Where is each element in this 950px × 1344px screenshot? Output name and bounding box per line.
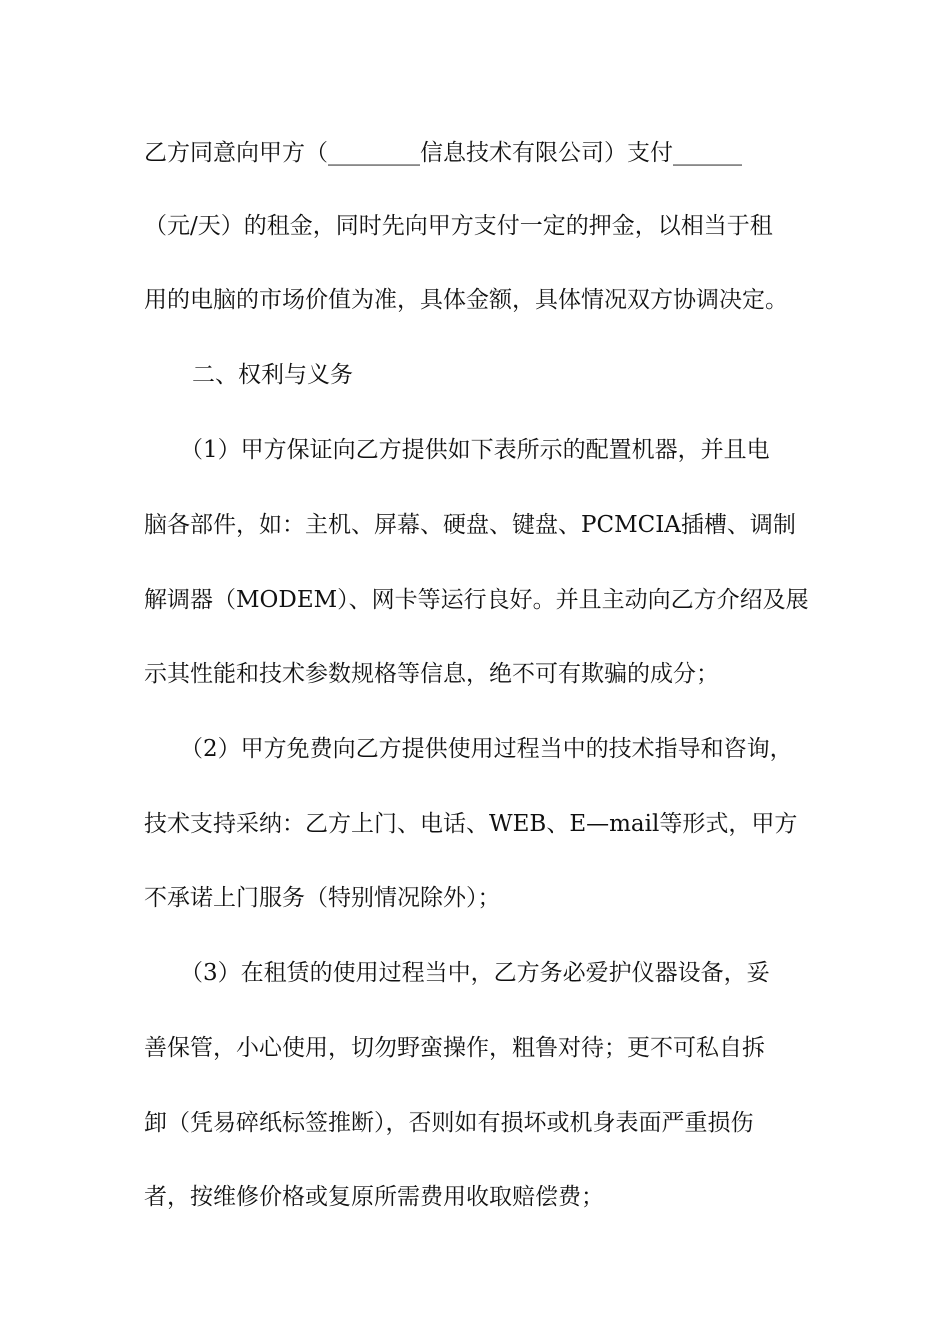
paragraph-line: 者，按维修价格或复原所需费用收取赔偿费； (144, 1184, 604, 1210)
paragraph-line: 技术支持采纳：乙方上门、电话、WEB、E—mail等形式，甲方 (144, 811, 798, 837)
paragraph-line: 乙方同意向甲方（________信息技术有限公司）支付______ (144, 140, 742, 166)
paragraph-line: 善保管，小心使用，切勿野蛮操作，粗鲁对待；更不可私自拆 (144, 1035, 765, 1061)
paragraph-line: （1）甲方保证向乙方提供如下表所示的配置机器，并且电 (180, 437, 770, 463)
section-heading: 二、权利与义务 (192, 362, 353, 388)
paragraph-line: （3）在租赁的使用过程当中，乙方务必爱护仪器设备，妥 (180, 960, 770, 986)
paragraph-line: 用的电脑的市场价值为准，具体金额，具体情况双方协调决定。 (144, 287, 788, 313)
paragraph-line: 卸（凭易碎纸标签推断），否则如有损坏或机身表面严重损伤 (144, 1110, 754, 1136)
paragraph-line: （2）甲方免费向乙方提供使用过程当中的技术指导和咨询， (180, 736, 793, 762)
paragraph-line: 解调器（MODEM）、网卡等运行良好。并且主动向乙方介绍及展 (144, 587, 809, 613)
paragraph-line: 示其性能和技术参数规格等信息，绝不可有欺骗的成分； (144, 661, 719, 687)
paragraph-line: （元/天）的租金，同时先向甲方支付一定的押金，以相当于租 (144, 213, 773, 239)
paragraph-line: 脑各部件，如：主机、屏幕、硬盘、键盘、PCMCIA插槽、调制 (144, 512, 796, 538)
paragraph-line: 不承诺上门服务（特别情况除外）； (144, 885, 501, 911)
